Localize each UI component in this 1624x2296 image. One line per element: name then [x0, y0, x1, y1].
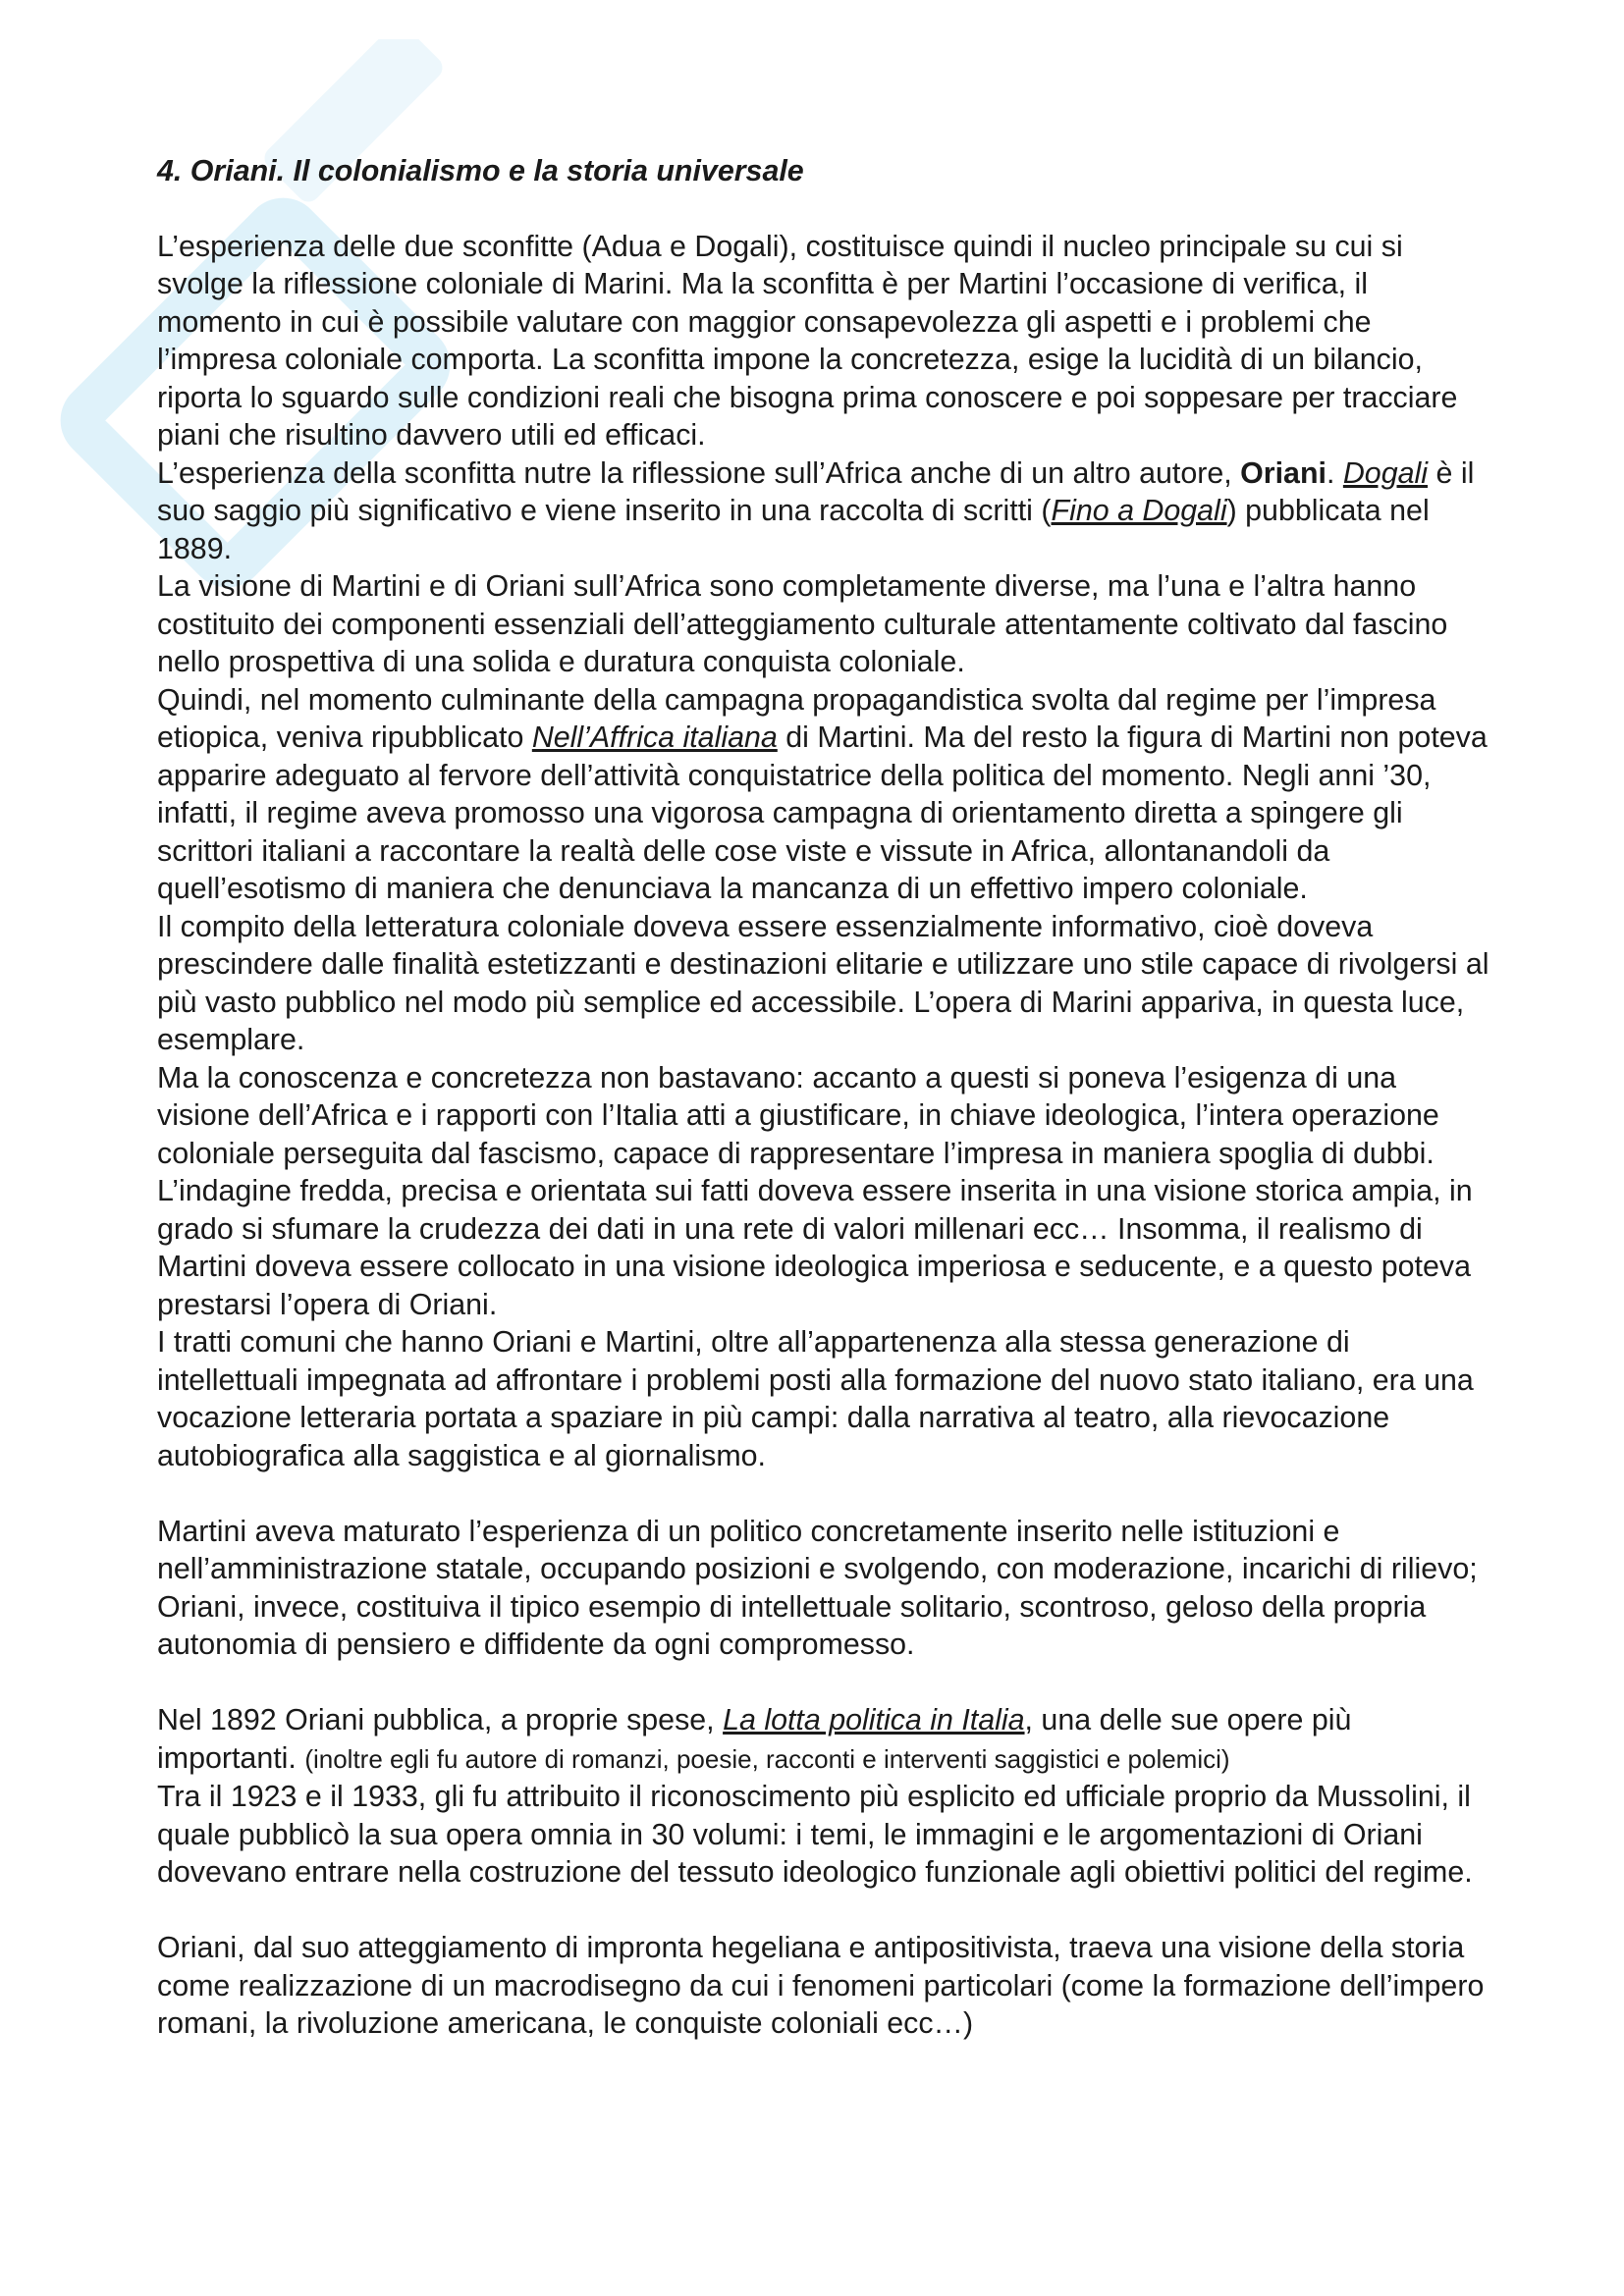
text-run: , una delle sue opere più importanti.: [157, 1703, 1352, 1775]
title-reference: Fino a Dogali: [1051, 494, 1227, 527]
text-run: L’esperienza della sconfitta nutre la riflessione sull’Africa anche di un altro autore,: [157, 455, 1241, 490]
text-run: Martini aveva maturato l’esperienza di un politico concretamente inserito nelle istituzioni e nell’amministrazione statale, occupando posizioni e svolgendo, con moderazione, incarichi di rilievo; Oriani, invece, costituiva il tipico esempio di intellettuale solitario, scontroso, geloso della propria autonomia di pensiero e diffidente da ogni compromesso.: [157, 1514, 1478, 1661]
text-run: Tra il 1923 e il 1933, gli fu attribuito il riconoscimento più esplicito ed ufficiale proprio da Mussolini, il quale pubblicò la sua opera omnia in 30 volumi: i temi, le immagini e le argomentazioni di Oriani dovevano entrare nella costruzione del tessuto ideologico funzionale agli obiettivi politici del regime.: [157, 1780, 1473, 1889]
text-run: I tratti comuni che hanno Oriani e Martini, oltre all’appartenenza alla stessa generazione di intellettuali impegnata ad affrontare i problemi posti alla formazione del nuovo stato italiano, era una vocazione letteraria portata a spaziare in più campi: dalla narrativa al teatro, alla rievocazione autobiografica alla saggistica e al giornalismo.: [157, 1325, 1474, 1472]
paragraph-gap: [157, 1474, 1492, 1513]
paragraphs: [157, 228, 1492, 2043]
paragraph: [157, 228, 1492, 454]
paragraph-gap: [157, 1664, 1492, 1702]
text-run: è il suo saggio più significativo e viene inserito in una raccolta di scritti (: [157, 455, 1475, 527]
title-reference: La lotta politica in Italia: [723, 1703, 1025, 1736]
paragraph: [157, 1323, 1492, 1474]
paragraph: [157, 1513, 1492, 1664]
text-run: ) pubblicata nel 1889.: [157, 494, 1430, 565]
title-reference: Nell’Affrica italiana: [531, 721, 778, 754]
paragraph-gap: [157, 1892, 1492, 1930]
text-run: Quindi, nel momento culminante della campagna propagandistica svolta dal regime per l’impresa etiopica, veniva ripubblicato: [157, 682, 1436, 754]
text-run: L’esperienza delle due sconfitte (Adua e Dogali), costituisce quindi il nucleo principale su cui si svolge la riflessione coloniale di Marini. Ma la sconfitta è per Martini l’occasione di verifica, il momento in cui è possibile valutare con maggior consapevolezza gli aspetti e i problemi che l’impresa coloniale comporta. La sconfitta impone la concretezza, esige la lucidità di un bilancio, riporta lo sguardo sulle condizioni reali che bisogna prima conoscere e poi soppesare per tracciare piani che risultino davvero utili ed efficaci.: [157, 229, 1458, 452]
text-run: Oriani, dal suo atteggiamento di impronta hegeliana e antipositivista, traeva una visione della storia come realizzazione di un macrodisegno da cui i fenomeni particolari (come la formazione dell’impero romani, la rivoluzione americana, le conquiste coloniali ecc…): [157, 1931, 1485, 2040]
paragraph: [157, 567, 1492, 681]
bold-name: Oriani: [1240, 455, 1326, 490]
section-heading: 4. Oriani. Il colonialismo e la storia universale: [157, 154, 804, 187]
text-run: .: [1326, 455, 1343, 490]
paragraph: [157, 908, 1492, 1059]
paragraph: [157, 1059, 1492, 1324]
document-body: [157, 152, 1492, 2043]
paragraph: [157, 1778, 1492, 1892]
paragraph: [157, 681, 1492, 908]
paragraph: [157, 1701, 1492, 1778]
text-run: Nel 1892 Oriani pubblica, a proprie spese,: [157, 1703, 724, 1736]
text-run: Ma la conoscenza e concretezza non bastavano: accanto a questi si poneva l’esigenza di una visione dell’Africa e i rapporti con l’Italia atti a giustificare, in chiave ideologica, l’intera operazione coloniale perseguita dal fascismo, capace di rappresentare l’impresa in maniera spoglia di dubbi. L’indagine fredda, precisa e orientata sui fatti doveva essere inserita in una visione storica ampia, in grado si sfumare la crudezza dei dati in una rete di valori millenari ecc… Insomma, il realismo di Martini doveva essere collocato in una visione ideologica imperiosa e seducente, e a questo poteva prestarsi l’opera di Oriani.: [157, 1060, 1473, 1321]
paragraph: [157, 454, 1492, 568]
text-run: (inoltre egli fu autore di romanzi, poesie, racconti e interventi saggistici e polemici): [304, 1743, 1230, 1774]
text-run: La visione di Martini e di Oriani sull’Africa sono completamente diverse, ma l’una e l’altra hanno costituito dei componenti essenziali dell’atteggiamento culturale attentamente coltivato dal fascino nello prospettiva di una solida e duratura conquista coloniale.: [157, 569, 1448, 678]
text-run: di Martini. Ma del resto la figura di Martini non poteva apparire adeguato al fervore dell’attività conquistatrice della politica del momento. Negli anni ’30, infatti, il regime aveva promosso una vigorosa campagna di orientamento diretta a spingere gli scrittori italiani a raccontare la realtà delle cose viste e vissute in Africa, allontanandoli da quell’esotismo di maniera che denunciava la mancanza di un effettivo impero coloniale.: [157, 721, 1488, 905]
text-run: Il compito della letteratura coloniale doveva essere essenzialmente informativo, cioè doveva prescindere dalle finalità estetizzanti e destinazioni elitarie e utilizzare uno stile capace di rivolgersi al più vasto pubblico nel modo più semplice ed accessibile. L’opera di Marini appariva, in questa luce, esemplare.: [157, 909, 1489, 1056]
paragraph: [157, 1929, 1492, 2043]
title-reference: Dogali: [1342, 455, 1429, 490]
